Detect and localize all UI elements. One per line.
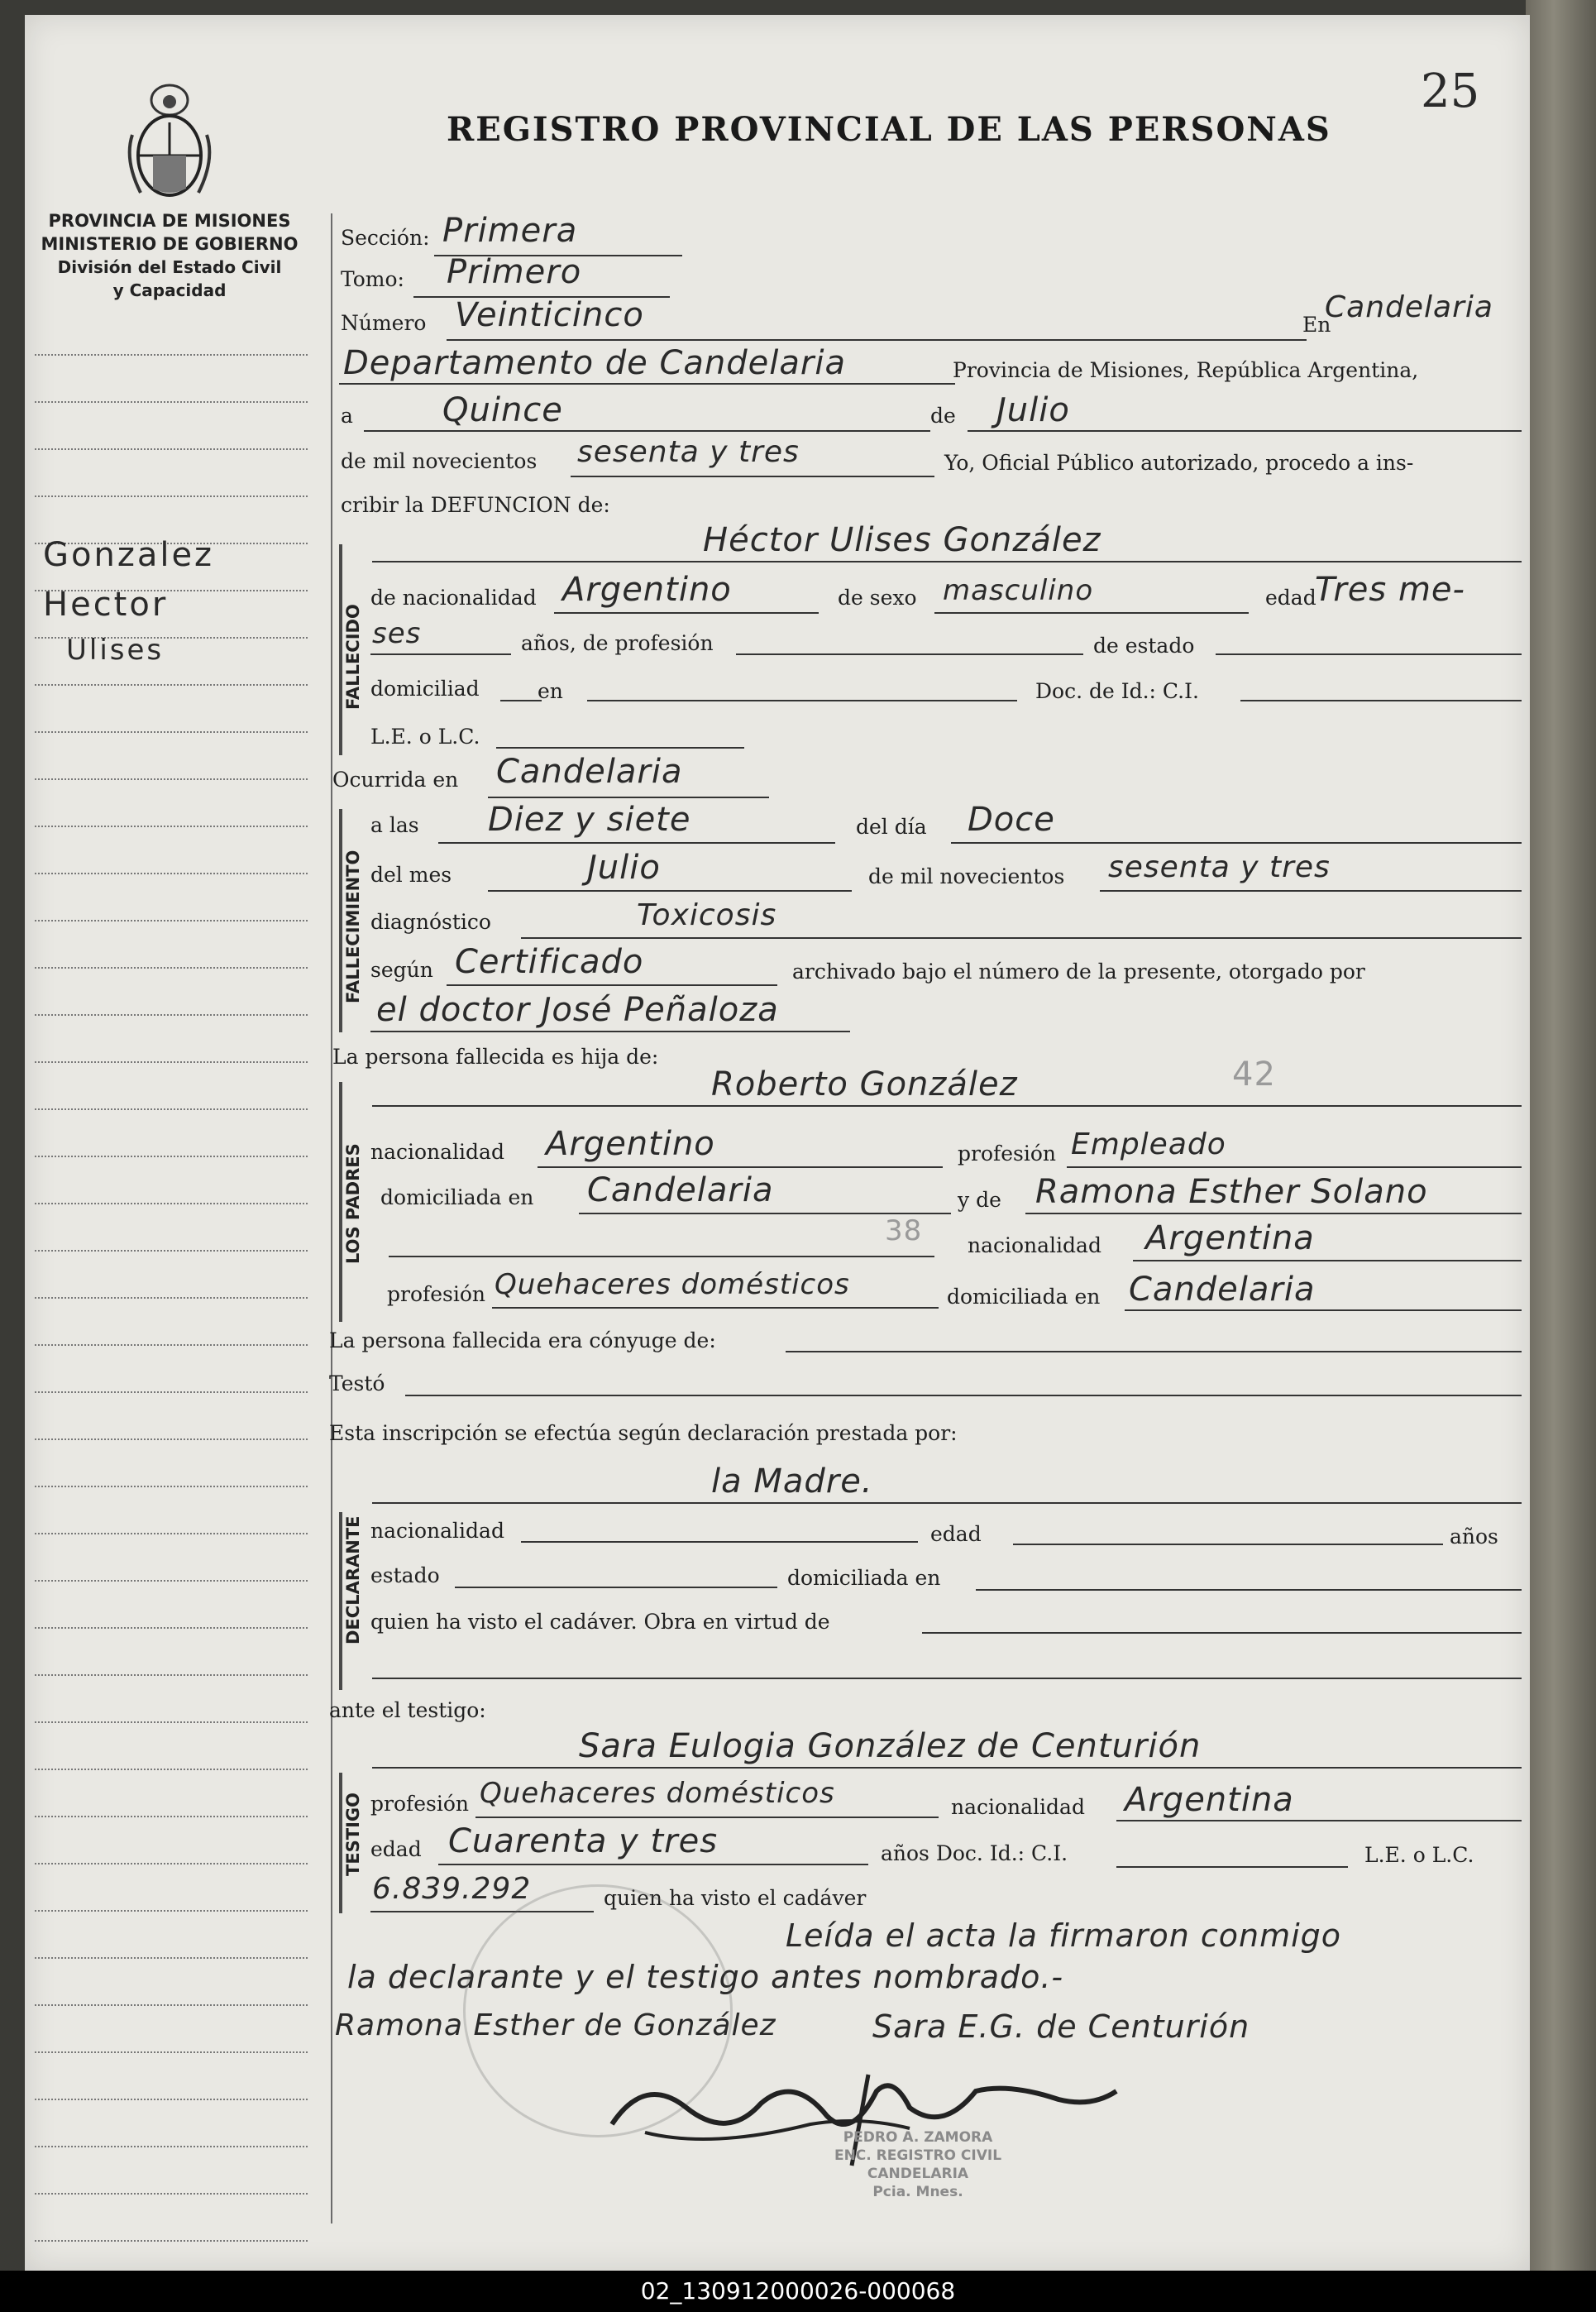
madre-nac-label: nacionalidad [968,1233,1101,1257]
margin-note-name1: Hector [43,586,169,624]
padre-name: Roberto González [711,1065,1018,1103]
archivado-text: archivado bajo el número de la presente, otorgado por [792,960,1365,984]
tomo-value: Primero [447,253,582,291]
testigo-doc-label: años Doc. Id.: C.I. [881,1841,1068,1865]
fallecimiento-side-label: FALLECIMIENTO [343,850,363,1003]
page-title: REGISTRO PROVINCIAL DE LAS PERSONAS [447,110,1331,149]
profesion-line [736,653,1083,655]
madre-prof-label: profesión [387,1282,486,1306]
testigo-prof-line [475,1817,939,1818]
margin-rule-line [35,1250,308,1252]
a-label: a [341,404,353,428]
de-label: de [930,404,956,428]
testigo-doc-line [1116,1866,1348,1868]
numero-value: Veinticinco [455,296,644,334]
testo-label: Testó [329,1371,385,1395]
ministry-label: MINISTERIO DE GOBIERNO [41,234,299,254]
anio-line [571,476,934,477]
dia-value: Quince [442,391,563,429]
margin-rule-line [35,2146,308,2147]
margin-rule-line [35,1344,308,1346]
madre-domic-line [1125,1309,1522,1311]
margin-rule-line [35,1674,308,1676]
testigo-edad-value: Cuarenta y tres [448,1822,719,1860]
cribir-text: cribir la DEFUNCION de: [341,493,610,517]
margin-rule-line [35,354,308,356]
margin-rule-line [35,1156,308,1157]
padre-domic-value: Candelaria [587,1171,774,1209]
declarante-estado-line [455,1587,777,1588]
le-label: L.E. o L.C. [370,725,480,749]
padre-prof-value: Empleado [1071,1127,1226,1161]
declaracion-value-line [372,1502,1522,1504]
testigo-prof-value: Quehaceres domésticos [480,1777,835,1810]
margin-rule-line [35,495,308,497]
domicilio-line-a [500,700,542,701]
margin-rule-line [35,920,308,921]
padre-prof-label: profesión [958,1142,1057,1166]
declarante-edad-label: edad [930,1522,982,1546]
testigo-name-line [372,1767,1522,1769]
edad-value: Tres me- [1315,571,1465,609]
margin-rule-line [35,401,308,403]
margin-rule-line [35,684,308,686]
margin-rule-line [35,778,308,780]
madre-name: Ramona Esther Solano [1035,1173,1428,1211]
province-label: PROVINCIA DE MISIONES [48,211,291,231]
madre-blank-line [389,1256,934,1257]
margin-column [25,15,323,2271]
declaracion-value: la Madre. [711,1462,873,1501]
le-line [496,747,744,749]
mil2-value: sesenta y tres [1108,850,1331,884]
declarante-visto-line [922,1632,1522,1634]
declarante-anios-label: años [1450,1525,1498,1549]
margin-rule-line [35,731,308,733]
testigo-bracket [339,1773,342,1913]
mil-label: de mil novecientos [341,449,538,473]
madre-domic-value: Candelaria [1129,1271,1316,1309]
declarante-edad-line [1013,1544,1443,1545]
fallecido-name-line [372,561,1522,562]
coat-of-arms-icon [124,77,215,209]
declarante-estado-label: estado [370,1563,440,1587]
tomo-label: Tomo: [341,267,404,291]
seccion-value: Primera [442,212,578,250]
diagnostico-label: diagnóstico [370,910,491,934]
testigo-nac-value: Argentina [1125,1781,1294,1819]
numero-label: Número [341,311,427,335]
margin-rule-line [35,1108,308,1110]
doc-line [1240,700,1522,701]
del-mes-line [488,890,852,892]
padre-name-line [372,1105,1522,1107]
declarante-bracket [339,1512,342,1690]
margin-rule-line [35,1627,308,1629]
doctor-line [370,1031,850,1032]
margin-rule-line [35,2240,308,2242]
ocurrida-value: Candelaria [496,753,683,791]
diagnostico-line [521,937,1522,939]
declarante-side-label: DECLARANTE [343,1515,363,1644]
margin-rule-line [35,826,308,827]
closing-line1: Leída el acta la firmaron conmigo [786,1917,1342,1954]
padre-nac-value: Argentino [546,1125,715,1163]
dia-line [364,430,930,432]
signature-testigo: Sara E.G. de Centurión [872,2008,1250,2045]
margin-rule-line [35,1203,308,1204]
numero-line [447,339,1307,341]
fallecido-nac-line [554,612,819,614]
division-label: División del Estado Civil [57,257,282,277]
diagnostico-value: Toxicosis [637,898,777,932]
declarante-nac-label: nacionalidad [370,1519,504,1543]
segun-label: según [370,958,433,982]
del-dia-value: Doce [968,801,1055,839]
margin-rule-line [35,1014,308,1016]
padre-nac-label: nacionalidad [370,1140,504,1164]
madre-name-line [1025,1213,1522,1214]
fallecido-name: Héctor Ulises González [703,521,1101,559]
testigo-nac-line [1116,1820,1522,1821]
margin-rule-line [35,1061,308,1063]
page-number: 25 [1421,65,1480,118]
margin-rule-line [35,1580,308,1582]
testigo-nac-label: nacionalidad [951,1795,1085,1819]
anio-value: sesenta y tres [577,435,800,469]
declarante-nac-line [521,1541,918,1543]
a-las-line [438,842,835,844]
madre-nac-value: Argentina [1145,1219,1315,1257]
padre-domic-label: domiciliada en [380,1185,534,1209]
margin-divider [331,213,332,2223]
segun-value: Certificado [455,943,644,981]
seccion-label: Sección: [341,226,430,250]
margin-note-surname: Gonzalez [43,536,215,574]
estado-line [1216,653,1522,655]
margin-rule-line [35,1297,308,1299]
mil2-line [1100,890,1522,892]
testigo-intro: ante el testigo: [329,1698,486,1722]
declarante-extra-line [372,1678,1522,1679]
testigo-side-label: TESTIGO [343,1792,363,1876]
fallecido-nac-value: Argentino [562,571,732,609]
mes-line [968,430,1522,432]
margin-rule-line [35,873,308,874]
testigo-edad-label: edad [370,1837,422,1861]
declarante-visto-label: quien ha visto el cadáver. Obra en virtud de [370,1610,830,1634]
margin-rule-line [35,1910,308,1912]
footer-id: 02_130912000026-000068 [0,2271,1596,2312]
mes-value: Julio [996,391,1070,429]
madre-prof-line [492,1307,939,1309]
y-de-label: y de [958,1188,1001,1212]
margin-rule-line [35,448,308,450]
fallecido-nac-label: de nacionalidad [370,586,537,610]
padre-prof-line [1067,1166,1522,1168]
en-label: En [1302,313,1331,337]
padres-side-label: LOS PADRES [343,1143,363,1264]
testo-line [405,1395,1522,1396]
conyuge-label: La persona fallecida era cónyuge de: [329,1328,716,1352]
segun-line [447,984,777,986]
a-las-label: a las [370,813,419,837]
margin-rule-line [35,1391,308,1393]
madre-nac-line [1133,1260,1522,1261]
conyuge-line [786,1351,1522,1352]
testigo-le-value: 6.839.292 [372,1872,532,1906]
padres-bracket [339,1082,342,1322]
margin-rule-line [35,1533,308,1534]
document-page [25,15,1530,2271]
ocurrida-line [488,797,769,798]
margin-rule-line [35,2051,308,2053]
testigo-name: Sara Eulogia González de Centurión [579,1727,1202,1765]
margin-rule-line [35,967,308,969]
doc-label: Doc. de Id.: C.I. [1035,679,1199,703]
domicilio-line-b [587,700,1017,701]
fallecimiento-bracket [339,809,342,1032]
margin-rule-line [35,1486,308,1487]
declarante-domic-line [976,1589,1522,1591]
margin-rule-line [35,1769,308,1770]
margin-rule-line [35,1863,308,1864]
provincia-text: Provincia de Misiones, República Argentina, [953,358,1419,382]
edad-label: edad [1265,586,1316,610]
del-mes-label: del mes [370,863,452,887]
binder-edge [1526,0,1596,2271]
doctor-value: el doctor José Peñaloza [376,991,779,1029]
padre-nac-line [538,1166,943,1168]
del-mes-value: Julio [587,849,661,887]
capacity-label: y Capacidad [112,280,227,300]
official-name: PEDRO A. ZAMORA [843,2129,993,2146]
fallecido-bracket [339,544,342,755]
fallecido-side-label: FALLECIDO [343,604,363,710]
en-value: Candelaria [1325,290,1493,324]
margin-rule-line [35,2193,308,2195]
mil2-label: de mil novecientos [868,864,1065,888]
domicilio-label: domiciliad [370,677,480,701]
madre-prof-value: Quehaceres domésticos [495,1268,850,1301]
official-province: Pcia. Mnes. [872,2184,963,2200]
sexo-label: de sexo [838,586,917,610]
testigo-edad-line [438,1864,868,1865]
testigo-prof-label: profesión [370,1792,470,1816]
margin-rule-line [35,1721,308,1723]
official-title: ENC. REGISTRO CIVIL [834,2147,1002,2164]
departamento-line [339,383,955,385]
margin-rule-line [35,2004,308,2006]
departamento-value: Departamento de Candelaria [343,344,846,382]
margin-rule-line [35,2099,308,2100]
ocurrida-label: Ocurrida en [332,768,459,792]
domicilio-en-label: en [538,679,563,703]
yo-text: Yo, Oficial Público autorizado, procedo a ins- [944,451,1414,475]
signature-declarante: Ramona Esther de González [335,2008,776,2042]
anios-profesion-label: años, de profesión [521,631,714,655]
del-dia-line [951,842,1522,844]
sexo-value: masculino [943,574,1094,607]
madre-edad: 38 [885,1214,923,1247]
testigo-visto-label: quien ha visto el cadáver [604,1886,867,1910]
closing-line2: la declarante y el testigo antes nombrado.- [347,1959,1064,1995]
margin-note-name2: Ulises [66,634,165,667]
official-stamp [769,2128,1067,2201]
estado-label: de estado [1093,634,1195,658]
edad-value-cont: ses [372,617,422,650]
margin-rule-line [35,1438,308,1440]
madre-domic-label: domiciliada en [947,1285,1101,1309]
testigo-le-label: L.E. o L.C. [1364,1843,1474,1867]
declaracion-intro: Esta inscripción se efectúa según declaración prestada por: [329,1421,958,1445]
del-dia-label: del día [856,815,927,839]
padre-edad: 42 [1232,1055,1276,1094]
margin-rule-line [35,1816,308,1817]
edad-line [370,653,511,655]
padres-intro: La persona fallecida es hija de: [332,1045,659,1069]
sexo-line [934,612,1249,614]
margin-rule-line [35,1957,308,1959]
declarante-domic-label: domiciliada en [787,1566,941,1590]
a-las-value: Diez y siete [488,801,691,839]
header-left [25,209,314,302]
official-place: CANDELARIA [867,2166,969,2182]
